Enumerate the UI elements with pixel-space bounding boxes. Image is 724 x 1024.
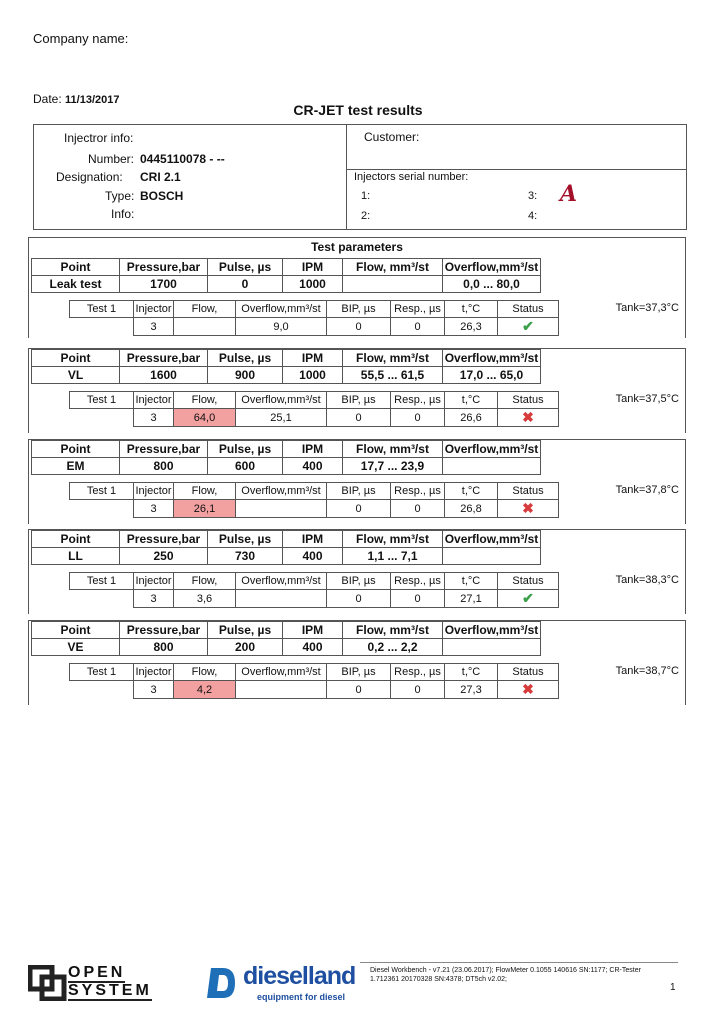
serial-2: 2: bbox=[361, 210, 371, 222]
result-overflow bbox=[236, 681, 327, 699]
dieselland-logo-icon bbox=[205, 966, 239, 1000]
result-header-flow: Flow, bbox=[174, 301, 236, 318]
result-flow: 26,1 bbox=[174, 500, 236, 518]
param-header: Overflow,mm³/st bbox=[443, 350, 541, 367]
result-overflow bbox=[236, 590, 327, 608]
result-table bbox=[69, 391, 559, 427]
param-pulse: 900 bbox=[208, 367, 283, 384]
result-header-resp: Resp., µs bbox=[391, 573, 445, 590]
param-overflow bbox=[443, 548, 541, 565]
result-header-flow: Flow, bbox=[174, 483, 236, 500]
param-pulse: 730 bbox=[208, 548, 283, 565]
result-header-resp: Resp., µs bbox=[391, 392, 445, 409]
result-spacer bbox=[70, 318, 134, 336]
param-point: VE bbox=[32, 639, 120, 656]
logo-open-text: OPEN bbox=[68, 964, 126, 981]
test-section bbox=[28, 237, 686, 338]
date-label: Date: bbox=[33, 92, 62, 106]
param-header: Pressure,bar bbox=[120, 259, 208, 276]
result-header-injector: Injector bbox=[134, 483, 174, 500]
software-info: Diesel Workbench - v7.21 (23.06.2017); FlowMeter 0.1055 140616 SN:1177; CR-Tester 1.712361 20170328 SN:4378; DT5ch v2.02; bbox=[370, 967, 641, 983]
result-header-flow: Flow, bbox=[174, 573, 236, 590]
result-injector: 3 bbox=[134, 590, 174, 608]
param-header: IPM bbox=[283, 441, 343, 458]
param-pressure: 1600 bbox=[120, 367, 208, 384]
param-header: Flow, mm³/st bbox=[343, 441, 443, 458]
result-resp: 0 bbox=[391, 681, 445, 699]
param-header: Flow, mm³/st bbox=[343, 622, 443, 639]
result-header-bip: BIP, µs bbox=[327, 664, 391, 681]
param-ipm: 1000 bbox=[283, 367, 343, 384]
param-point: Leak test bbox=[32, 276, 120, 293]
result-flow: 64,0 bbox=[174, 409, 236, 427]
param-header: IPM bbox=[283, 622, 343, 639]
param-flow bbox=[343, 276, 443, 293]
tank-temperature: Tank=37,5°C bbox=[615, 393, 679, 405]
param-header: Pulse, µs bbox=[208, 350, 283, 367]
result-header-injector: Injector bbox=[134, 301, 174, 318]
cross-icon: ✖ bbox=[522, 409, 534, 425]
result-spacer bbox=[70, 590, 134, 608]
info-label: Info: bbox=[111, 207, 135, 221]
result-status bbox=[498, 681, 559, 699]
result-temp: 26,6 bbox=[445, 409, 498, 427]
param-header: Flow, mm³/st bbox=[343, 531, 443, 548]
serial-label: Injectors serial number: bbox=[354, 171, 469, 183]
result-header-status: Status bbox=[498, 573, 559, 590]
param-flow: 17,7 ... 23,9 bbox=[343, 458, 443, 475]
type-value: BOSCH bbox=[140, 189, 184, 203]
cross-icon: ✖ bbox=[522, 500, 534, 516]
param-ipm: 400 bbox=[283, 548, 343, 565]
check-icon: ✔ bbox=[522, 318, 534, 334]
param-ipm: 400 bbox=[283, 639, 343, 656]
company-name-label: Company name: bbox=[33, 31, 129, 46]
result-status bbox=[498, 318, 559, 336]
result-header-status: Status bbox=[498, 392, 559, 409]
number-label: Number: bbox=[88, 152, 135, 166]
param-header: Point bbox=[32, 259, 120, 276]
result-header-test: Test 1 bbox=[70, 392, 134, 409]
param-pulse: 200 bbox=[208, 639, 283, 656]
result-header-resp: Resp., µs bbox=[391, 483, 445, 500]
param-pressure: 800 bbox=[120, 458, 208, 475]
result-header-test: Test 1 bbox=[70, 573, 134, 590]
tank-temperature: Tank=38,7°C bbox=[615, 665, 679, 677]
result-table bbox=[69, 300, 559, 336]
parameter-table bbox=[31, 440, 541, 475]
param-header: Pulse, µs bbox=[208, 531, 283, 548]
cross-icon: ✖ bbox=[522, 681, 534, 697]
param-flow: 1,1 ... 7,1 bbox=[343, 548, 443, 565]
result-table bbox=[69, 663, 559, 699]
parameter-table bbox=[31, 258, 541, 293]
result-status bbox=[498, 409, 559, 427]
result-header-status: Status bbox=[498, 301, 559, 318]
param-header: Pressure,bar bbox=[120, 350, 208, 367]
result-bip: 0 bbox=[327, 500, 391, 518]
param-header: Overflow,mm³/st bbox=[443, 441, 541, 458]
result-header-temp: t,°C bbox=[445, 573, 498, 590]
param-header: Point bbox=[32, 622, 120, 639]
param-overflow: 17,0 ... 65,0 bbox=[443, 367, 541, 384]
tank-temperature: Tank=37,8°C bbox=[615, 484, 679, 496]
param-flow: 55,5 ... 61,5 bbox=[343, 367, 443, 384]
result-flow: 4,2 bbox=[174, 681, 236, 699]
dieselland-name: dieselland bbox=[243, 962, 356, 990]
param-header: IPM bbox=[283, 531, 343, 548]
test-section bbox=[28, 439, 686, 524]
test-section bbox=[28, 529, 686, 614]
result-header-temp: t,°C bbox=[445, 301, 498, 318]
result-header-status: Status bbox=[498, 664, 559, 681]
result-header-overflow: Overflow,mm³/st bbox=[236, 392, 327, 409]
parameter-table bbox=[31, 349, 541, 384]
designation-value: CRI 2.1 bbox=[140, 170, 181, 184]
result-injector: 3 bbox=[134, 681, 174, 699]
page-title: CR-JET test results bbox=[293, 102, 423, 118]
tank-temperature: Tank=37,3°C bbox=[615, 302, 679, 314]
date-value: 11/13/2017 bbox=[65, 94, 120, 106]
logo-system-text: SYSTEM bbox=[68, 982, 152, 999]
result-header-temp: t,°C bbox=[445, 483, 498, 500]
result-temp: 27,3 bbox=[445, 681, 498, 699]
designation-label: Designation: bbox=[56, 170, 123, 184]
result-spacer bbox=[70, 409, 134, 427]
result-table bbox=[69, 482, 559, 518]
param-header: Overflow,mm³/st bbox=[443, 622, 541, 639]
param-header: Pressure,bar bbox=[120, 622, 208, 639]
result-header-status: Status bbox=[498, 483, 559, 500]
open-system-logo-icon bbox=[28, 965, 68, 1001]
result-header-injector: Injector bbox=[134, 664, 174, 681]
result-overflow: 25,1 bbox=[236, 409, 327, 427]
number-value: 0445110078 - -- bbox=[140, 152, 225, 166]
result-injector: 3 bbox=[134, 500, 174, 518]
param-overflow bbox=[443, 639, 541, 656]
customer-label: Customer: bbox=[364, 130, 420, 144]
tank-temperature: Tank=38,3°C bbox=[615, 574, 679, 586]
result-flow: 3,6 bbox=[174, 590, 236, 608]
result-spacer bbox=[70, 500, 134, 518]
result-table bbox=[69, 572, 559, 608]
serial-1: 1: bbox=[361, 190, 371, 202]
result-header-test: Test 1 bbox=[70, 301, 134, 318]
result-header-flow: Flow, bbox=[174, 392, 236, 409]
type-label: Type: bbox=[105, 189, 135, 203]
param-header: IPM bbox=[283, 259, 343, 276]
param-ipm: 400 bbox=[283, 458, 343, 475]
param-pressure: 250 bbox=[120, 548, 208, 565]
param-point: VL bbox=[32, 367, 120, 384]
result-header-resp: Resp., µs bbox=[391, 664, 445, 681]
result-bip: 0 bbox=[327, 318, 391, 336]
param-header: Pressure,bar bbox=[120, 531, 208, 548]
dieselland-logo bbox=[205, 962, 355, 1006]
result-header-resp: Resp., µs bbox=[391, 301, 445, 318]
result-status bbox=[498, 590, 559, 608]
param-ipm: 1000 bbox=[283, 276, 343, 293]
dieselland-tagline: equipment for diesel bbox=[257, 992, 346, 1002]
result-bip: 0 bbox=[327, 590, 391, 608]
check-icon: ✔ bbox=[522, 590, 534, 606]
test-parameters-title: Test parameters bbox=[311, 240, 403, 254]
result-header-bip: BIP, µs bbox=[327, 301, 391, 318]
result-bip: 0 bbox=[327, 409, 391, 427]
result-temp: 26,3 bbox=[445, 318, 498, 336]
param-flow: 0,2 ... 2,2 bbox=[343, 639, 443, 656]
serial-3: 3: bbox=[528, 190, 538, 202]
result-temp: 27,1 bbox=[445, 590, 498, 608]
param-pulse: 600 bbox=[208, 458, 283, 475]
handwritten-mark: A bbox=[560, 181, 578, 207]
result-resp: 0 bbox=[391, 318, 445, 336]
result-overflow bbox=[236, 500, 327, 518]
result-header-bip: BIP, µs bbox=[327, 392, 391, 409]
result-overflow: 9,0 bbox=[236, 318, 327, 336]
param-pulse: 0 bbox=[208, 276, 283, 293]
test-section bbox=[28, 620, 686, 705]
param-header: Overflow,mm³/st bbox=[443, 259, 541, 276]
param-overflow: 0,0 ... 80,0 bbox=[443, 276, 541, 293]
param-header: Pulse, µs bbox=[208, 622, 283, 639]
param-pressure: 1700 bbox=[120, 276, 208, 293]
param-header: Pulse, µs bbox=[208, 259, 283, 276]
result-header-test: Test 1 bbox=[70, 664, 134, 681]
param-header: Flow, mm³/st bbox=[343, 259, 443, 276]
test-section bbox=[28, 348, 686, 433]
result-spacer bbox=[70, 681, 134, 699]
result-header-overflow: Overflow,mm³/st bbox=[236, 573, 327, 590]
injector-info-heading: Injectror info: bbox=[64, 131, 134, 145]
result-header-overflow: Overflow,mm³/st bbox=[236, 664, 327, 681]
parameter-table bbox=[31, 530, 541, 565]
param-header: Point bbox=[32, 531, 120, 548]
result-resp: 0 bbox=[391, 409, 445, 427]
result-header-bip: BIP, µs bbox=[327, 573, 391, 590]
result-header-test: Test 1 bbox=[70, 483, 134, 500]
page-number: 1 bbox=[670, 982, 676, 993]
param-point: LL bbox=[32, 548, 120, 565]
param-header: Point bbox=[32, 350, 120, 367]
result-header-overflow: Overflow,mm³/st bbox=[236, 483, 327, 500]
result-header-temp: t,°C bbox=[445, 664, 498, 681]
param-header: IPM bbox=[283, 350, 343, 367]
parameter-table bbox=[31, 621, 541, 656]
param-header: Pressure,bar bbox=[120, 441, 208, 458]
result-flow bbox=[174, 318, 236, 336]
result-header-injector: Injector bbox=[134, 573, 174, 590]
injector-info-box bbox=[33, 124, 687, 230]
result-injector: 3 bbox=[134, 409, 174, 427]
param-point: EM bbox=[32, 458, 120, 475]
result-resp: 0 bbox=[391, 500, 445, 518]
param-overflow bbox=[443, 458, 541, 475]
serial-4: 4: bbox=[528, 210, 538, 222]
result-temp: 26,8 bbox=[445, 500, 498, 518]
open-system-logo bbox=[28, 963, 168, 1003]
result-header-bip: BIP, µs bbox=[327, 483, 391, 500]
result-resp: 0 bbox=[391, 590, 445, 608]
result-header-overflow: Overflow,mm³/st bbox=[236, 301, 327, 318]
param-header: Flow, mm³/st bbox=[343, 350, 443, 367]
result-injector: 3 bbox=[134, 318, 174, 336]
result-status bbox=[498, 500, 559, 518]
param-header: Point bbox=[32, 441, 120, 458]
result-header-flow: Flow, bbox=[174, 664, 236, 681]
footer-divider bbox=[360, 962, 678, 963]
result-header-injector: Injector bbox=[134, 392, 174, 409]
result-bip: 0 bbox=[327, 681, 391, 699]
param-header: Overflow,mm³/st bbox=[443, 531, 541, 548]
param-header: Pulse, µs bbox=[208, 441, 283, 458]
param-pressure: 800 bbox=[120, 639, 208, 656]
result-header-temp: t,°C bbox=[445, 392, 498, 409]
